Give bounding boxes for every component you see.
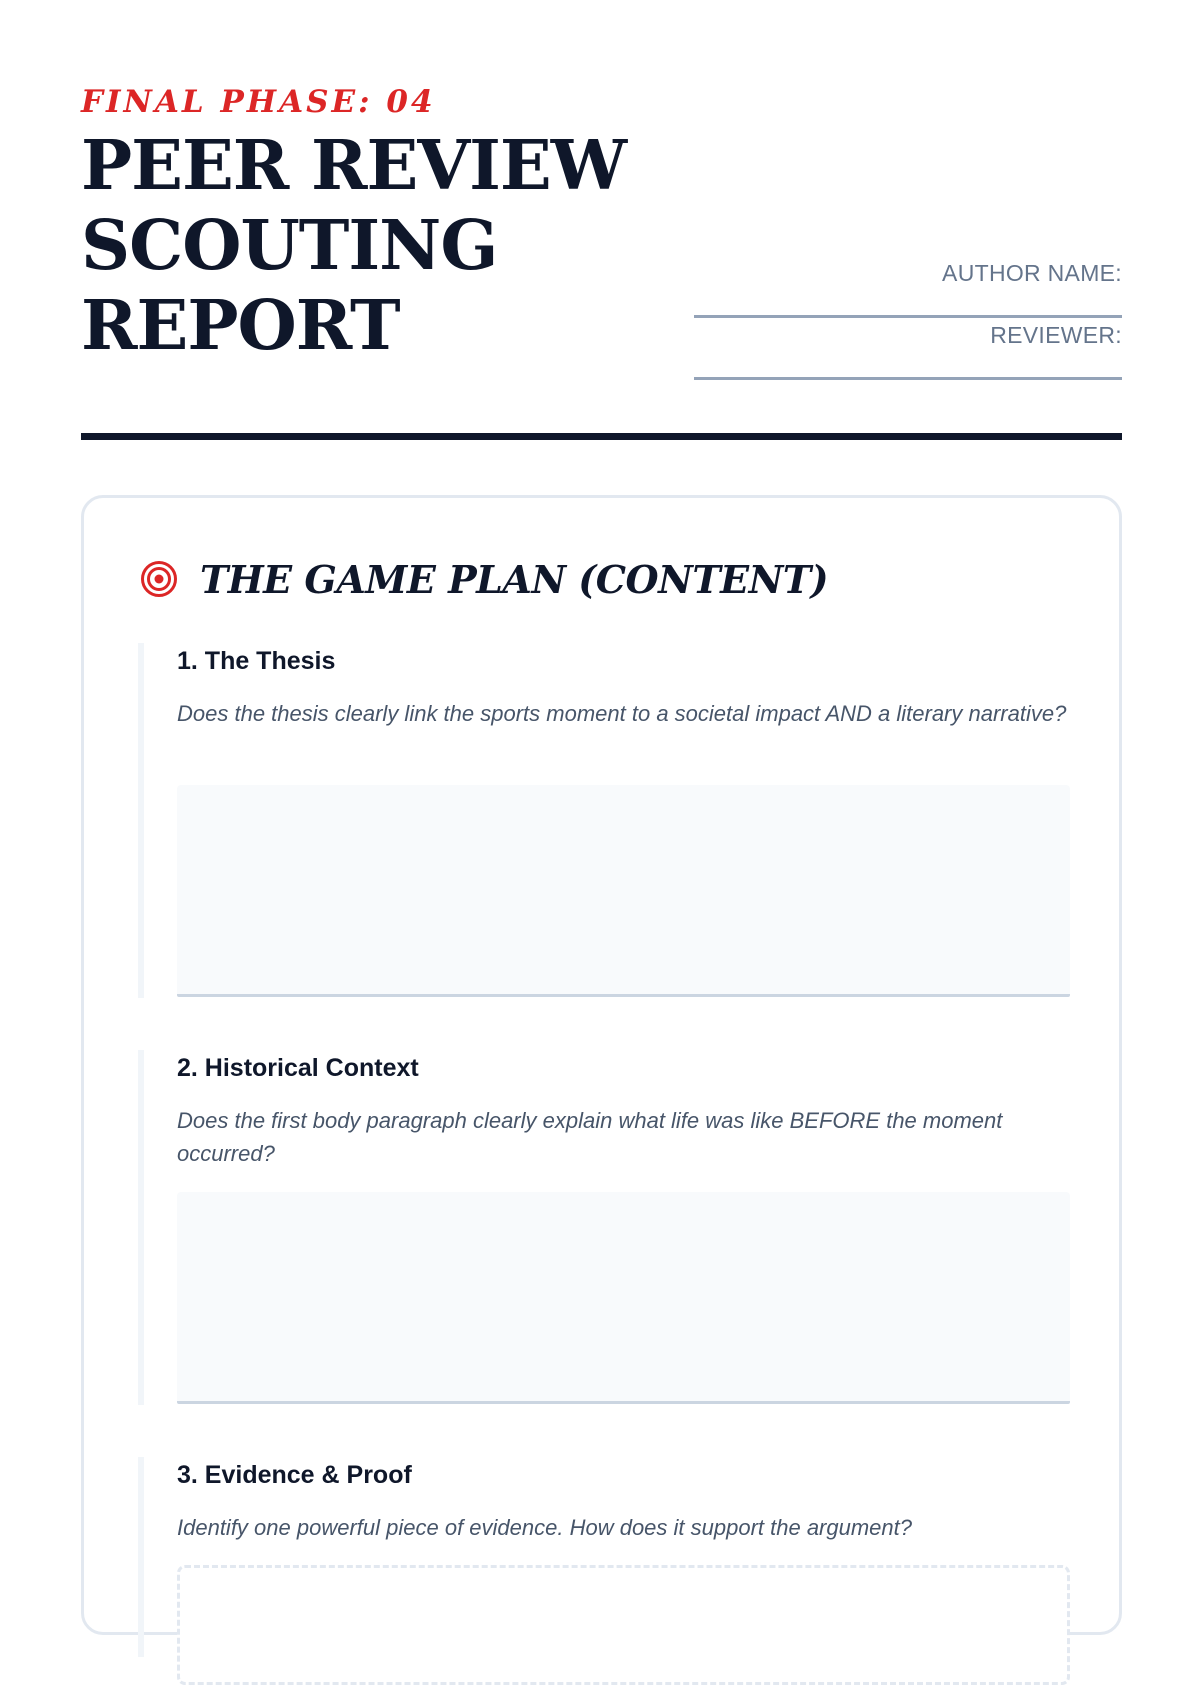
question-prompt: Identify one powerful piece of evidence. How does it support the argument?: [177, 1515, 913, 1540]
title-line-1: PEER REVIEW: [81, 126, 627, 206]
question-block: [138, 643, 1068, 998]
header-divider: [81, 433, 1122, 440]
reviewer-label: REVIEWER:: [990, 322, 1122, 348]
phase-label: FINAL PHASE: 04: [81, 84, 436, 120]
question-title: 2. Historical Context: [177, 1054, 419, 1082]
meta-fields: [694, 256, 1122, 380]
title-line-3: REPORT: [81, 286, 400, 366]
report-header: [81, 84, 1122, 440]
title-line-2: SCOUTING: [81, 206, 498, 286]
author-name-label: AUTHOR NAME:: [942, 260, 1122, 286]
target-icon: [140, 560, 178, 598]
answer-field[interactable]: [177, 785, 1070, 997]
page-title: [81, 126, 626, 366]
answer-field[interactable]: [177, 1192, 1070, 1404]
question-title: 3. Evidence & Proof: [177, 1461, 412, 1489]
reviewer-field[interactable]: [694, 318, 1122, 380]
section-title: THE GAME PLAN (CONTENT): [200, 556, 829, 602]
section-header: [140, 554, 828, 604]
author-name-field[interactable]: [694, 256, 1122, 318]
content-section-card: [81, 495, 1122, 1635]
question-prompt: Does the thesis clearly link the sports moment to a societal impact AND a literary narrative?: [177, 701, 1067, 726]
answer-field[interactable]: [177, 1565, 1070, 1685]
question-title: 1. The Thesis: [177, 647, 336, 675]
question-block: [138, 1050, 1068, 1405]
question-prompt: Does the first body paragraph clearly explain what life was like BEFORE the moment occurred?: [177, 1108, 1003, 1166]
question-block: [138, 1457, 1068, 1657]
